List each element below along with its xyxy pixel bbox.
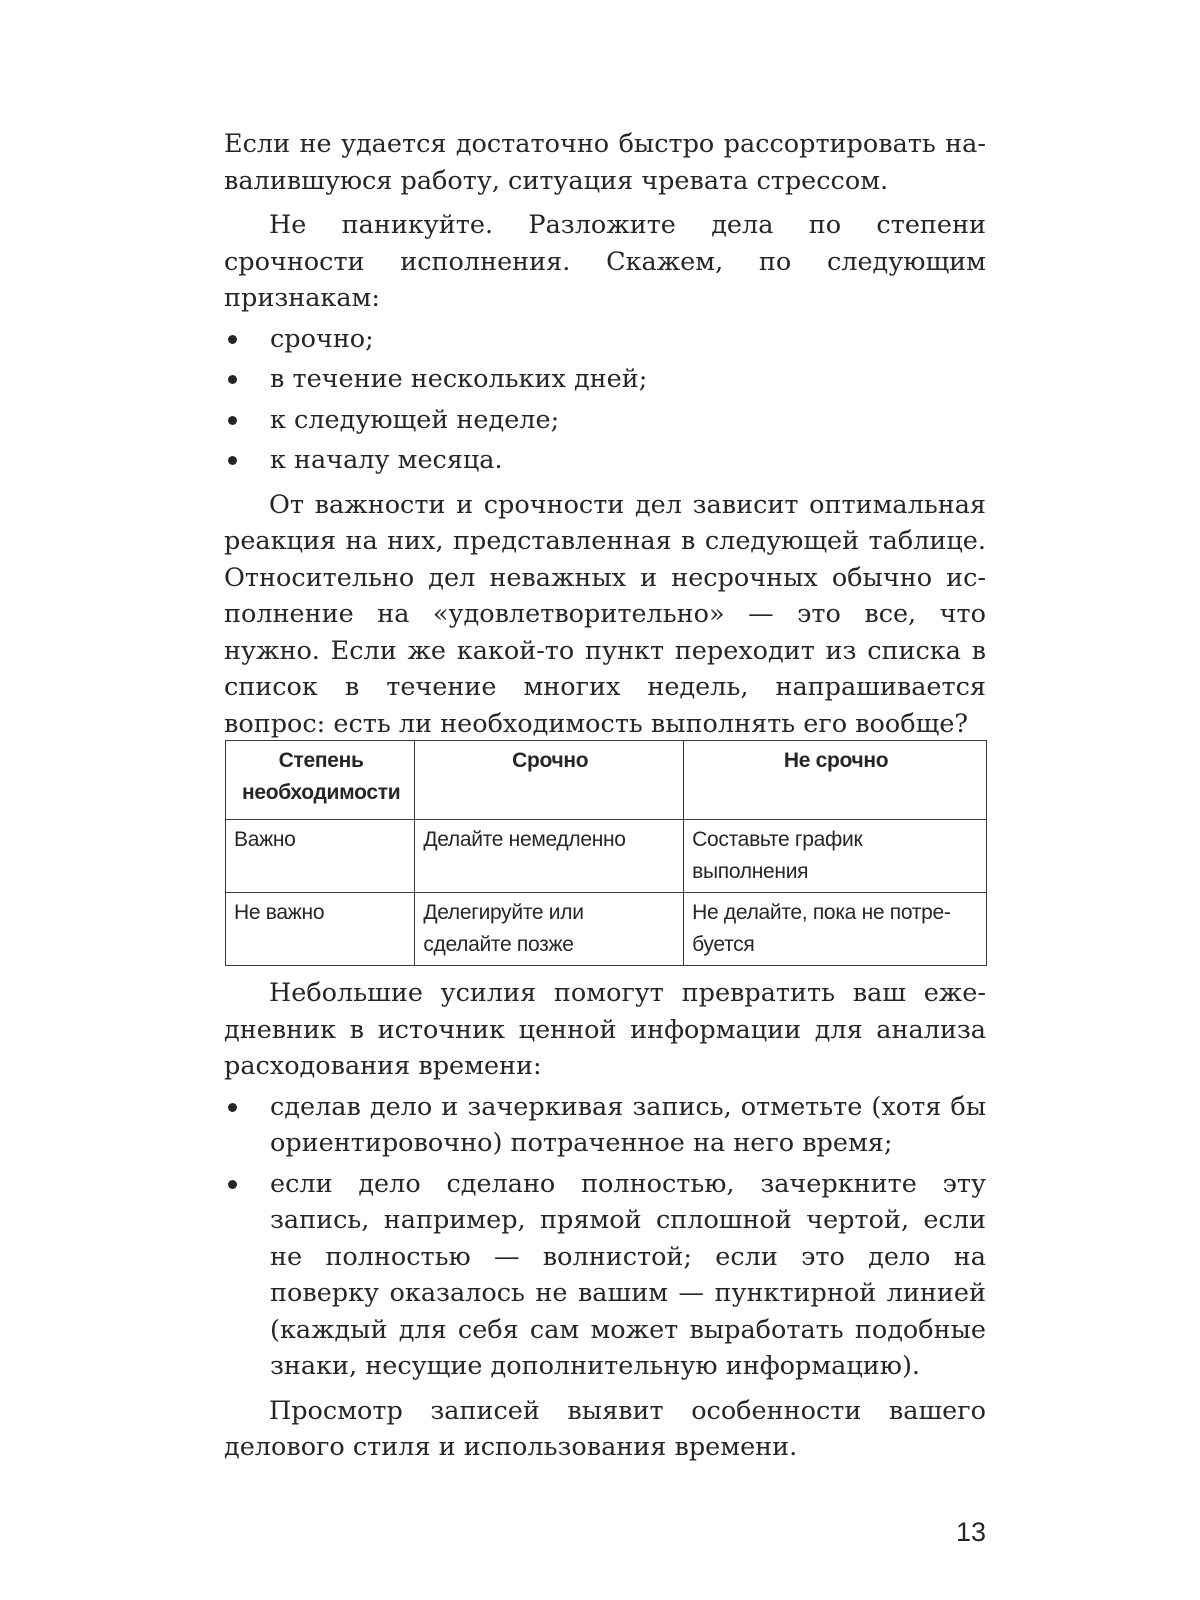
paragraph-intro-2: Не паникуйте. Разложите дела по степени срочности исполнения. Скажем, по следующим признакам:: [224, 210, 986, 313]
top-text-block: [224, 126, 986, 742]
table-cell: Составьте график выполнения: [684, 820, 987, 893]
table-header-row: [226, 741, 987, 820]
diary-tips-list: [224, 1089, 986, 1385]
paragraph-table-intro: От важности и срочности дел зависит оптимальная реакция на них, представленная в следующей таблице. Относительно дел неважных и несрочных обычно исполнение на «удовлетворительно» — это все, что нужно. Если же какой-то пункт переходит из списка в список в течение многих недель, напрашивается вопрос: есть ли необходимость выполнять его вообще?: [224, 489, 986, 739]
paragraph-diary: Небольшие усилия помогут превратить ваш ежедневник в источник ценной информации для анализа расходования времени:: [224, 978, 986, 1081]
list-item: к началу месяца.: [224, 442, 986, 479]
table-cell: Не важно: [226, 893, 415, 966]
table-header-cell: Степень необходимости: [226, 741, 415, 820]
list-item: сделав дело и зачеркивая запись, отметьте (хотя бы ориентировочно) потраченное на него время;: [224, 1089, 986, 1162]
table-cell: Не делайте, пока не потребуется: [684, 893, 987, 966]
table-row: [226, 893, 987, 966]
list-item: если дело сделано полностью, зачеркните эту запись, например, прямой сплошной чертой, если не полностью — волнистой; если это дело на поверку оказалось не вашим — пунктирной линией (каждый для себя сам может выработать подобные знаки, несущие дополнительную информацию).: [224, 1166, 986, 1385]
page-number: 13: [955, 1517, 986, 1547]
list-item: срочно;: [224, 321, 986, 358]
table-cell: Важно: [226, 820, 415, 893]
table-header-cell: Срочно: [415, 741, 684, 820]
priority-table: [225, 740, 987, 966]
urgency-list: [224, 321, 986, 479]
table-header-cell: Не срочно: [684, 741, 987, 820]
table-row: [226, 820, 987, 893]
table-cell: Делайте немедленно: [415, 820, 684, 893]
table-cell: Делегируйте или сделайте позже: [415, 893, 684, 966]
list-item: к следующей неделе;: [224, 402, 986, 439]
bottom-text-block: [224, 975, 986, 1466]
paragraph-conclusion: Просмотр записей выявит особенности вашего делового стиля и использования времени.: [224, 1395, 986, 1462]
paragraph-intro-1: Если не удается достаточно быстро рассортировать навалившуюся работу, ситуация чревата стрессом.: [224, 129, 986, 196]
list-item: в течение нескольких дней;: [224, 361, 986, 398]
